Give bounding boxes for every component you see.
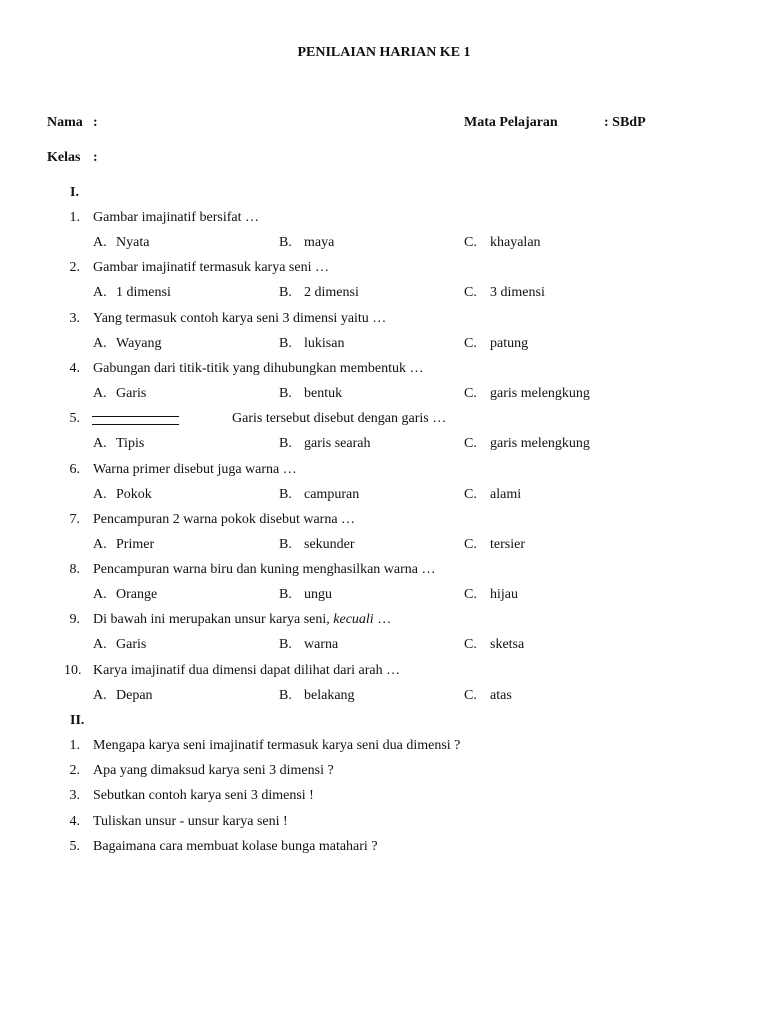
question-text: Di bawah ini merupakan unsur karya seni, kecuali … — [93, 612, 392, 627]
option-text: patung — [490, 336, 529, 351]
option-text: Depan — [116, 688, 153, 703]
option-letter: A. — [93, 235, 107, 250]
option-letter: C. — [464, 688, 477, 703]
question-text: Gambar imajinatif termasuk karya seni … — [93, 260, 329, 275]
question-text: Pencampuran warna biru dan kuning menghasilkan warna … — [93, 562, 436, 577]
question-text: Garis tersebut disebut dengan garis … — [232, 411, 447, 426]
mapel-value: : SBdP — [604, 115, 646, 130]
option-text: garis melengkung — [490, 436, 590, 451]
question-emphasis: kecuali — [333, 612, 374, 627]
option-text: belakang — [304, 688, 355, 703]
option-text: Wayang — [116, 336, 162, 351]
option-letter: A. — [93, 336, 107, 351]
option-text: sekunder — [304, 537, 355, 552]
option-text: alami — [490, 487, 522, 502]
mapel-label: Mata Pelajaran — [464, 115, 558, 130]
option-letter: A. — [93, 285, 107, 300]
option-text: ungu — [304, 587, 332, 602]
option-text: lukisan — [304, 336, 345, 351]
question-number: 10. — [64, 663, 82, 678]
option-letter: C. — [464, 637, 477, 652]
option-text: garis searah — [304, 436, 371, 451]
section1-label: I. — [70, 185, 79, 200]
option-letter: B. — [279, 235, 292, 250]
question-number: 2. — [69, 260, 80, 275]
question-text: Gabungan dari titik-titik yang dihubungkan membentuk … — [93, 361, 424, 376]
question-text: Gambar imajinatif bersifat … — [93, 210, 259, 225]
option-text: maya — [304, 235, 335, 250]
essay-text: Mengapa karya seni imajinatif termasuk karya seni dua dimensi ? — [93, 738, 461, 753]
essay-text: Bagaimana cara membuat kolase bunga matahari ? — [93, 839, 378, 854]
option-text: Nyata — [116, 235, 150, 250]
option-letter: B. — [279, 285, 292, 300]
option-letter: A. — [93, 637, 107, 652]
double-line-figure — [92, 413, 179, 427]
question-text: Yang termasuk contoh karya seni 3 dimensi yaitu … — [93, 311, 387, 326]
option-text: khayalan — [490, 235, 541, 250]
option-letter: A. — [93, 587, 107, 602]
question-number: 7. — [69, 512, 80, 527]
option-letter: B. — [279, 487, 292, 502]
option-text: bentuk — [304, 386, 343, 401]
question-number: 5. — [69, 411, 80, 426]
essay-text: Tuliskan unsur - unsur karya seni ! — [93, 814, 288, 829]
option-letter: C. — [464, 285, 477, 300]
essay-number: 1. — [69, 738, 80, 753]
option-letter: B. — [279, 436, 292, 451]
option-text: campuran — [304, 487, 360, 502]
option-text: sketsa — [490, 637, 525, 652]
option-text: Pokok — [116, 487, 152, 502]
option-text: hijau — [490, 587, 518, 602]
option-letter: A. — [93, 537, 107, 552]
option-letter: C. — [464, 487, 477, 502]
option-text: Garis — [116, 637, 147, 652]
option-letter: B. — [279, 637, 292, 652]
option-letter: B. — [279, 336, 292, 351]
option-text: Orange — [116, 587, 158, 602]
question-number: 3. — [69, 311, 80, 326]
option-text: warna — [304, 637, 339, 652]
option-letter: A. — [93, 386, 107, 401]
essay-number: 5. — [69, 839, 80, 854]
question-number: 9. — [69, 612, 80, 627]
option-text: atas — [490, 688, 512, 703]
option-text: 1 dimensi — [116, 285, 171, 300]
nama-label: Nama — [47, 115, 83, 130]
option-letter: A. — [93, 688, 107, 703]
option-letter: B. — [279, 688, 292, 703]
option-text: Tipis — [116, 436, 145, 451]
question-text: Warna primer disebut juga warna … — [93, 462, 297, 477]
option-letter: A. — [93, 436, 107, 451]
nama-colon: : — [93, 115, 98, 130]
option-text: 3 dimensi — [490, 285, 545, 300]
option-letter: B. — [279, 386, 292, 401]
kelas-colon: : — [93, 150, 98, 165]
option-letter: C. — [464, 436, 477, 451]
option-letter: B. — [279, 587, 292, 602]
question-number: 1. — [69, 210, 80, 225]
option-text: tersier — [490, 537, 525, 552]
essay-number: 2. — [69, 763, 80, 778]
essay-number: 4. — [69, 814, 80, 829]
option-letter: A. — [93, 487, 107, 502]
option-text: garis melengkung — [490, 386, 590, 401]
option-letter: C. — [464, 336, 477, 351]
page-title: PENILAIAN HARIAN KE 1 — [297, 45, 471, 60]
option-letter: C. — [464, 235, 477, 250]
option-letter: C. — [464, 386, 477, 401]
essay-number: 3. — [69, 788, 80, 803]
question-text: Pencampuran 2 warna pokok disebut warna … — [93, 512, 356, 527]
option-letter: C. — [464, 587, 477, 602]
question-text: Karya imajinatif dua dimensi dapat dilihat dari arah … — [93, 663, 401, 678]
question-number: 6. — [69, 462, 80, 477]
option-text: Primer — [116, 537, 155, 552]
section2-label: II. — [70, 713, 85, 728]
essay-text: Apa yang dimaksud karya seni 3 dimensi ? — [93, 763, 334, 778]
question-number: 4. — [69, 361, 80, 376]
option-letter: B. — [279, 537, 292, 552]
option-text: Garis — [116, 386, 147, 401]
option-text: 2 dimensi — [304, 285, 359, 300]
option-letter: C. — [464, 537, 477, 552]
question-number: 8. — [69, 562, 80, 577]
essay-text: Sebutkan contoh karya seni 3 dimensi ! — [93, 788, 314, 803]
kelas-label: Kelas — [47, 150, 81, 165]
